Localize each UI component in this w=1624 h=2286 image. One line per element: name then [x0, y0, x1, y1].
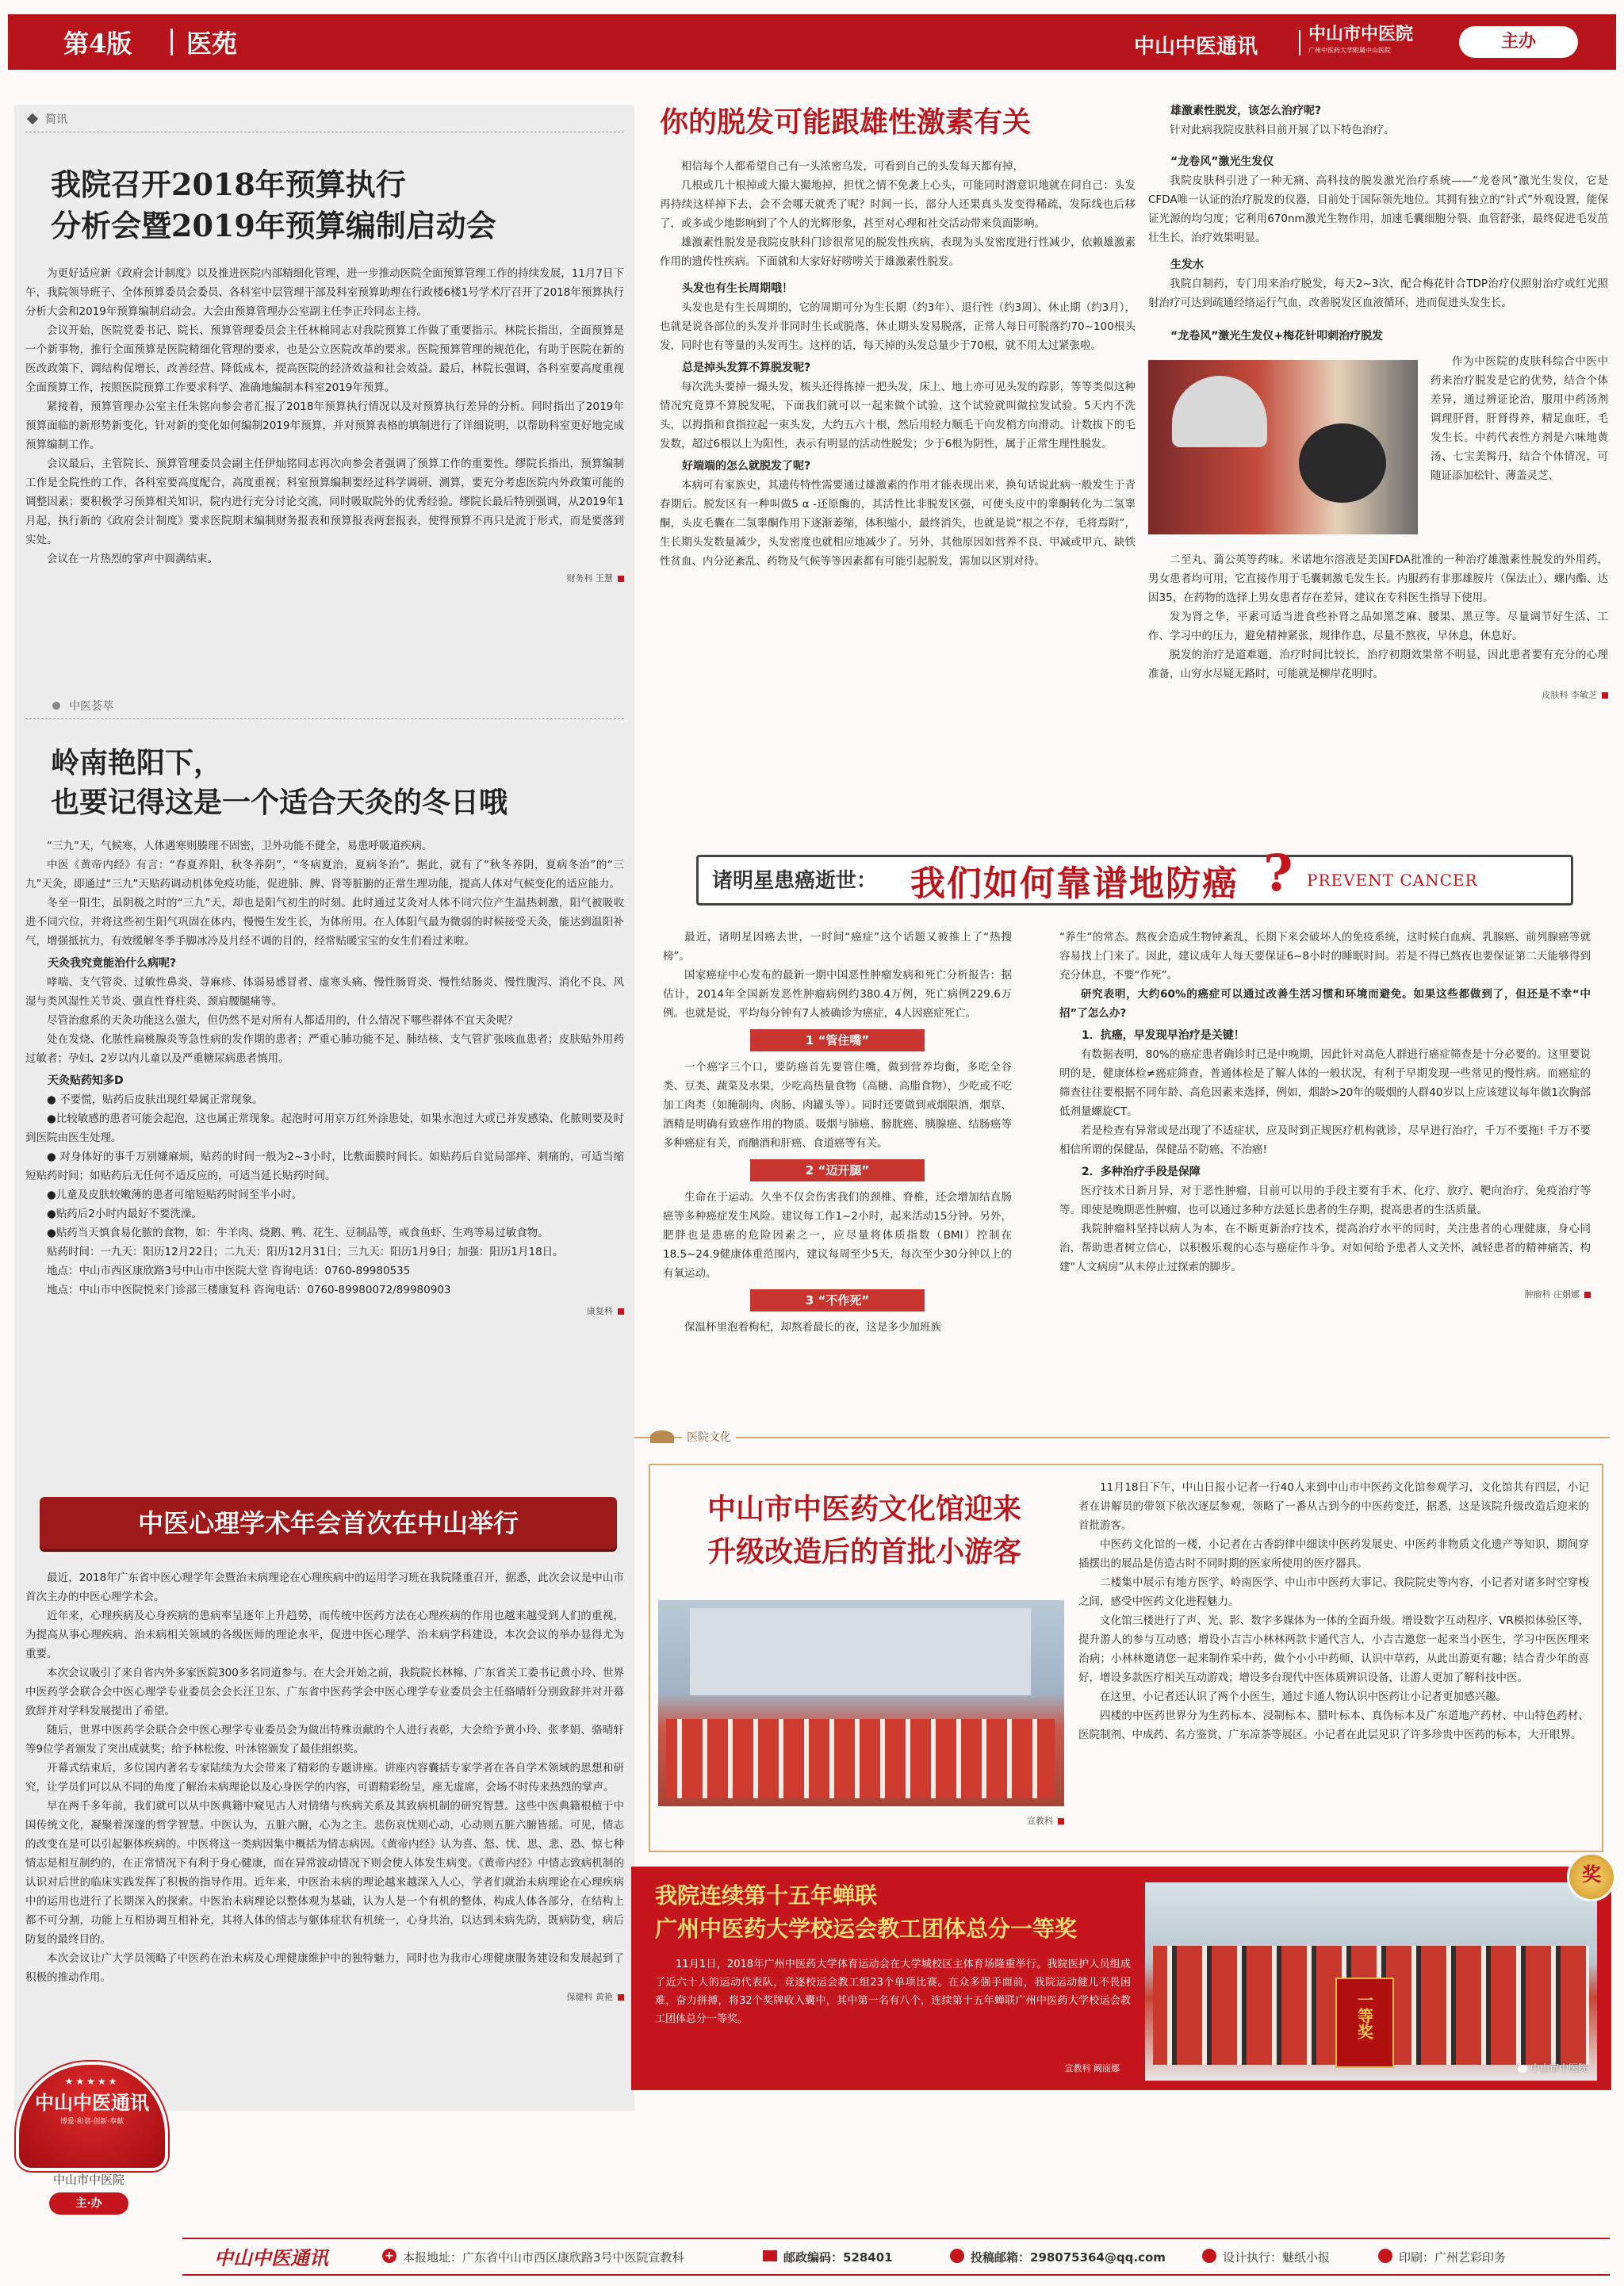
- moxi-dates: 贴药时间：一九天：阳历12月22日；二九天：阳历12月31日；三九天：阳历1月9日；加强：阳历1月18日。: [47, 1246, 564, 1258]
- wechat-icon: [1518, 2065, 1527, 2073]
- culture-para: 中医药文化馆的一楼，小记者在古香韵律中细读中医药发展史、中医药非物质文化遗产等知识，期间穿插摆出的展品是仿造古时不同时期的医家所使用的医疗器具。: [1078, 1538, 1589, 1570]
- cancer-title-small: 诸明星患癌逝世：: [712, 869, 878, 893]
- issue-label: 第4版: [63, 29, 132, 59]
- cancer-heading-early: 1．抗癌，早发现早治疗是关键！: [1082, 1029, 1245, 1042]
- award-banner: [1335, 1978, 1394, 2068]
- culture-para: 在这里，小记者还认识了两个小医生，通过卡通人物认识中医药让小记者更加感兴趣。: [1100, 1691, 1507, 1703]
- cancer-tag-3: 3 “不作死”: [750, 1289, 925, 1311]
- hair-para: 脱发的治疗是道难题，治疗时间比较长，治疗初期效果常不明显，因此患者要有充分的心理准备，山穷水尽疑无路时，可能就是柳岸花明时。: [1148, 649, 1608, 680]
- hair-para: 二至丸、蒲公英等药味。米诺地尔溶液是美国FDA批准的一种治疗雄激素性脱发的外用药，男女患者均可用，它直接作用于毛囊刺激毛发生长。内服药有非那雄胺片（保法止）、螺内酯、达因35，在药物的选择上男女患者存在差异，建议在专科医生指导下使用。: [1148, 553, 1608, 604]
- culture-frame: [649, 1464, 1603, 1852]
- cancer-right-col: [1059, 928, 1591, 1300]
- psych-para: 早在两千多年前，我们就可以从中医典籍中窥见古人对情绪与疾病关系及其致病机制的研究智慧。这些中医典籍根植于中国传统文化，凝聚着深邃的哲学智慧。中医认为，五脏六腑，心为之主。悲伤哀忧则心动，心动则五脏六腑皆摇。可见，情志的改变在是可以引起躯体疾病的。中医将这一类病因集中概括为情志病因。《黄帝内经》认为喜、怒、忧、思、悲、恐、惊七种情志是相互制约的，在正常情况下有利于身心健康，而在异常波动情况下则会使人体发生病变。《黄帝内经》中情志致病机制的认识对后世的临床实践发挥了积极的指导作用。近年来，中医治未病的理论越来越深入人心，学者们就治未病理论在心理疾病中的运用也进行了长期深入的探索。中医治未病理论以整体观为基础，认为人是一个有机的整体，构成人体各部分，在结构上都不可分割，功能上互相协调互相补充，其将人体的情志与躯体症状有机统一，心身共治，以达到未病先防，既病防变，病后防复的最终目的。: [25, 1800, 624, 1946]
- sports-block: [631, 1863, 1611, 2090]
- moxi-title-line1: 岭南艳阳下，: [51, 746, 223, 779]
- cancer-para: 保温杯里泡着枸杞，却熬着最长的夜，这是多少加班族: [684, 1321, 941, 1334]
- award-watermark: [1518, 2061, 1588, 2074]
- footer-address: 本报地址：广东省中山市西区康欣路3号中医院宣教科: [403, 2250, 684, 2265]
- seal-org: 中山市中医院: [52, 2173, 124, 2187]
- brief-para: 为更好适应新《政府会计制度》以及推进医院内部精细化管理，进一步推动医院全面预算管理工作的持续发展，11月7日下午，我院领导班子、全体预算委员会委员、各科室中层管理干部及科室预算助理在行政楼6楼1号学术厅召开了2018年预算执行分析大会和2019年预算编制启动会。大会由预算管理办公室副主任李正玲同志主持。: [25, 267, 624, 318]
- moxi-notice: ● 不要慌，贴药后皮肤出现红晕属正常现象。: [47, 1093, 263, 1106]
- cancer-title-bar: [696, 844, 1578, 910]
- moxi-para: 处在发烧、化脓性扁桃腺炎等急性病的发作期的患者；严重心肺功能不足、肺结核、支气管扩张咳血患者；皮肤贴外用药过敏者；孕妇、2岁以内儿童以及严重糖尿病患者慎用。: [25, 1033, 624, 1065]
- hair-heading-cure: 雄激素性脱发，该怎么治疗呢?: [1170, 105, 1322, 117]
- cancer-para: “养生”的常态。熬夜会造成生物钟紊乱，长期下来会破坏人的免疫系统，这时候白血病、乳腺癌、前列腺癌等就容易找上门来了。因此，建议成年人每天要保证6~8小时的睡眠时间。若是不得已熬夜也要保证第二天能够得到充分休息，不要“作死”。: [1059, 931, 1591, 982]
- brief-tag-label: 简讯: [45, 113, 68, 126]
- moxi-notice: ● 对身体好的事千万别嫌麻烦，贴药的时间一般为2~3小时，比敷面膜时间长。如贴药后自觉局部痒、刺痛的，可适当缩短贴药时间；如贴药后无任何不适反应的，可适当延长贴药时间。: [25, 1151, 624, 1182]
- sports-title-line1: 我院连续第十五年蝉联: [655, 1882, 878, 1909]
- culture-para: 二楼集中展示有地方医学、岭南医学、中山市中医药大事记、我院院史等内容，小记者对诸多时空穿梭之间，感受中医药文化进程魅力。: [1078, 1576, 1589, 1608]
- brief-para: 紧接着，预算管理办公室主任朱铭向参会者汇报了2018年预算执行情况以及对预算执行差异的分析。同时指出了2019年预算面临的新形势新变化，针对新的变化如何编制2019年预算，并对预算表格的填制进行了详细说明，以帮助科室更好地完成预算编制工作。: [25, 400, 624, 451]
- moxi-para: 尽管治愈系的天灸功能这么强大，但仍然不是对所有人都适用的，什么情况下哪些群体不宜天灸呢？: [47, 1014, 518, 1027]
- cancer-heading-multi: 2．多种治疗手段是保障: [1082, 1166, 1201, 1178]
- cross-icon: +: [382, 2249, 396, 2263]
- moxi-notice: ●儿童及皮肤较嫩薄的患者可缩短贴药时间至半小时。: [47, 1189, 303, 1201]
- psych-para: 近年来，心理疾病及心身疾病的患病率呈逐年上升趋势，而传统中医药方法在心理疾病的作用也越来越受到人们的重视，为提高从事心理疾病、治未病相关领域的各级医师的理论水平，促进中医心理学、治未病学科建设，本次会议的举办显得尤为重要。: [25, 1610, 624, 1660]
- cancer-para: 医疗技术日新月异，对于恶性肿瘤，目前可以用的手段主要有手术、化疗、放疗、靶向治疗、免疫治疗等等。即使是晚期恶性肿瘤，也可以通过多种方法延长患者的生存期，提高患者的生活质量。: [1059, 1185, 1591, 1216]
- brief-title-line1: 我院召开2018年预算执行: [51, 167, 406, 202]
- hair-para: 发为肾之华，平素可适当进食些补肾之品如黑芝麻、腰果、黑豆等。尽量调节好生活、工作、学习中的压力，避免精神紧张，规律作息，尽量不熬夜，早休息，休息好。: [1148, 611, 1608, 642]
- cancer-tag-2: 2 “迈开腿”: [750, 1159, 925, 1181]
- footer-print: 印刷：广州艺彩印务: [1399, 2250, 1507, 2265]
- moxi-notice: ●比较敏感的患者可能会起泡，这也属正常现象。起泡时可用京万红外涂患处，如果水泡过大或已并发感染、化脓则要及时到医院由医生处理。: [25, 1112, 624, 1144]
- hair-para: 针对此病我院皮肤科目前开展了以下特色治疗。: [1170, 124, 1395, 136]
- hair-heading-water: 生发水: [1170, 258, 1204, 271]
- sports-title-line2: 广州中医药大学校运会教工团体总分一等奖: [655, 1916, 1078, 1942]
- mail-icon: [763, 2250, 777, 2261]
- group-photo: [658, 1600, 1064, 1806]
- award-banner-text: 一等奖: [1354, 1992, 1374, 2039]
- moxi-tag: [25, 698, 624, 719]
- paper-name: 中山中医通讯: [1134, 35, 1258, 59]
- sports-title: [655, 1879, 1099, 1946]
- sports-byline: 宣教科 阚丽娜: [655, 2062, 1131, 2074]
- hair-para: 几根或几十根掉或大撮大撮地掉，担忧之情不免袭上心头，可能同时潜意识地就在问自己：头发再持续这样掉下去，会不会哪天就秃了呢？时间一长，部分人还果真头发变得稀疏，发际线也后移了，或多或少地影响到了个人的光辉形象，甚至对心理和社交活动带来负面影响。: [660, 179, 1136, 230]
- award-badge-text: 奖: [1582, 1863, 1601, 1886]
- cancer-para: 我院肿瘤科坚持以病人为本，在不断更新治疗技术，提高治疗水平的同时，关注患者的心理健康，身心同治，帮助患者树立信心，以积极乐观的心态与癌症作斗争。对如何给予患者人文关怀，减轻患者的精神痛苦，构建“人文病房”从未停止过探索的脚步。: [1059, 1223, 1591, 1273]
- seal-title: 中山中医通讯: [35, 2091, 149, 2114]
- hair-para: 头发也是有生长周期的，它的周期可分为生长期（约3年）、退行性（约3周）、休止期（约3月），也就是说各部位的头发并非同时生长或脱落，休止期头发易脱落，正常人每日可脱落约70~100根头发，同时也有等量的头发再生。这样的话，每天掉的头发总量少于70根，就不用太过紧张啦。: [660, 301, 1136, 352]
- header-divider-2: [1299, 30, 1300, 56]
- culture-title-line1: 中山市中医药文化馆迎来: [707, 1492, 1021, 1526]
- moxi-notice: ●贴药后2小时内最好不要洗澡。: [47, 1208, 202, 1220]
- building-shape: [690, 1608, 1031, 1695]
- moxi-para: 中医《黄帝内经》有言：“春夏养阳，秋冬养阴”，“冬病夏治，夏病冬治”。据此，就有了“秋冬养阴，夏病冬治”的“三九”天灸，即通过“三九”天贴药调动机体免疫功能，促进肺、脾、肾等脏腑的正常生理功能，提高人体对气候变化的适应能力。: [25, 859, 624, 890]
- news-brief: [25, 111, 624, 584]
- moxi-title-line2: 也要记得这是一个适合天灸的冬日哦: [51, 786, 508, 819]
- children-group: [666, 1719, 1055, 1798]
- hair-right-col: [1148, 101, 1608, 701]
- hair-para: 我院自制药，专门用来治疗脱发，每天2~3次，配合梅花针合TDP治疗仪照射治疗或红光照射治疗可达到疏通经络运行气血，改善脱发区血液循环，进而促进头发生长。: [1148, 278, 1608, 309]
- culture-title: [666, 1488, 1063, 1573]
- flower-icon: [52, 702, 60, 710]
- hair-para: 本病可有家族史，其遗传特性需要通过雄激素的作用才能表现出来，换句话说此病一般发生于青春期后。脱发区有一种叫做5 α -还原酶的，其活性比非脱发区强，可使头皮中的睾酮转化为二氢睾酮，头皮毛囊在二氢睾酮作用下逐渐萎缩，体积缩小，最终消失，也就是说“根之不存，毛将焉附”，生长期头发数量减少，头发密度也就相应地减少了。另外，其他原因如营养不良、甲减或甲亢、缺铁性贫血、内分泌紊乱、药物及气候等等因素都有可能引起脱发，需加以区别对待。: [660, 479, 1136, 568]
- cancer-para: 国家癌症中心发布的最新一期中国恶性肿瘤发病和死亡分析报告：据估计，2014年全国新发恶性肿瘤病例约380.4万例，死亡病例229.6万例。也就是说，平均每分钟有7人被确诊为癌症，4人因癌症死亡。: [663, 969, 1012, 1020]
- moxi-address: 地点：中山市中医院悦来门诊部三楼康复科 咨询电话：0760-89980072/89980903: [47, 1284, 451, 1296]
- email-icon: [950, 2249, 964, 2263]
- footer-logo: 中山中医通讯: [214, 2246, 328, 2269]
- seal-circle: [16, 2062, 168, 2171]
- org-logo-sub: 广州中医药大学附属中山医院: [1308, 47, 1391, 54]
- psych-para: 本次会议吸引了来自省内外多家医院300多名同道参与。在大会开始之前，我院院长林棉、广东省关工委书记黄小玲、世界中医药学会联合会中医心理学专业委员会会长汪卫东、广东省中医药学会中医心理学专业委员会主任骆晴轩分别致辞并对开幕致辞并对学科发展提出了希望。: [25, 1667, 624, 1717]
- psych-para: 本次会议让广大学员领略了中医药在治未病及心理健康维护中的独特魅力，同时也为我市心理健康服务建设和发展起到了积极的推动作用。: [25, 1952, 624, 1984]
- section-label: 医苑: [186, 29, 238, 59]
- news-psych: [25, 1497, 624, 2003]
- cancer-byline: 肿瘤科 庄娟娜: [1059, 1288, 1591, 1300]
- culture-para: 11月18日下午，中山日报小记者一行40人来到中山市中医药文化馆参观学习，文化馆共有四层，小记者在讲解员的带领下依次逐层参观，领略了一番从古到今的中医药变迁，据悉，这是该院升级改造后迎来的首批游客。: [1078, 1481, 1589, 1532]
- hair-para: 雄激素性脱发是我院皮肤科门诊很常见的脱发性疾病，表现为头发密度进行性减少，依赖雄激素作用的遗传性疾病。下面就和大家好好唠唠关于雄激素性脱发。: [660, 236, 1136, 268]
- moxi-notice: ●贴药当天慎食易化脓的食物，如：牛羊肉、烧鹅、鸭、花生、豆制品等，戒食鱼虾、生鸡等易过敏食物。: [47, 1227, 549, 1239]
- footer-zip: 邮政编码：528401: [783, 2250, 893, 2265]
- question-icon: ?: [1263, 844, 1293, 903]
- culture-body: [1078, 1478, 1589, 1744]
- culture-tag: [634, 1431, 1610, 1462]
- moxi-heading-who: 天灸我究竟能治什么病呢?: [48, 957, 177, 970]
- culture-byline: 宣教科: [658, 1814, 1064, 1827]
- hair-para: 相信每个人都希望自己有一头浓密乌发，可看到自己的头发每天都有掉，: [681, 160, 1024, 173]
- hair-heading-cycle: 头发也有生长周期哦！: [682, 282, 793, 295]
- seal-motto: 博爱·和谐·创新·奉献: [59, 2118, 124, 2126]
- footer: [182, 2238, 1610, 2276]
- news-hairloss: [660, 100, 1136, 571]
- header-bar: [8, 14, 1616, 70]
- psych-byline: 保健科 黄艳: [25, 1990, 624, 2003]
- psych-para: 随后，世界中医药学会联合会中医心理学专业委员会为做出特殊贡献的个人进行表彰，大会给予黄小玲、张孝娟、骆晴轩等9位学者颁发了突出成就奖；给予林松俊、叶沐铭颁发了最佳组织奖。: [25, 1724, 624, 1756]
- culture-para: 文化馆三楼进行了声、光、影、数字多媒体为一体的全面升级。增设数字互动程序、VR模拟体验区等，提升游人的参与互动感；增设小吉吉小林林两款卡通代言人，小吉吉邀您一起来当小医生，学习中医医理来治病；小林林邀请您一起来制作采中药，做个小小中药师，认识中草药，从此出游更有趣；结合青少年的喜好，增设多款医疗相关互动游戏；增设多台现代中医体质辨识设备，让游人更加了解科技中医。: [1078, 1614, 1589, 1684]
- culture-title-line2: 升级改造后的首批小游客: [707, 1535, 1021, 1568]
- print-icon: [1378, 2249, 1392, 2263]
- brief-title-line2: 分析会暨2019年预算编制启动会: [51, 208, 496, 243]
- pin-icon: [27, 113, 38, 124]
- brief-para: 会议在一片热烈的掌声中圆满结束。: [47, 553, 218, 565]
- brief-title: [51, 164, 624, 247]
- moxi-para: 冬至一阳生，虽阴极之时的“三九”天，却也是阳气初生的时刻。此时通过艾灸对人体不同穴位产生温热刺激，阳气被吸收进不同穴位，并将这些初生阳气巩固在体内，慢慢生发生长，为体所用。在人体阳气最为微弱的时候接受天灸，能达到温阳补气，增强抵抗力，有效缓解冬季手脚冰冷及月经不调的目的，经常贴暖宝宝的女生们看过来啦。: [25, 897, 624, 948]
- hair-title: 你的脱发可能跟雄性激素有关: [660, 105, 1032, 139]
- cancer-para: 有数据表明，80%的癌症患者确诊时已是中晚期，因此针对高危人群进行癌症筛查是十分必要的。这里要说明的是，健康体检≠癌症筛查，普通体检是了解人体的一般状况，有利于早期发现一些常见的慢性病。而癌症的筛查往往要根据不同年龄、高危因素来选择，例如，烟龄>20年的吸烟的人群40岁以上应该建议每年做1次胸部低剂量螺旋CT。: [1059, 1048, 1591, 1118]
- culture-tag-icon: [650, 1430, 674, 1443]
- cancer-left-col: [663, 928, 1012, 1337]
- host-pill: 主办: [1459, 26, 1578, 58]
- moxi-address: 地点：中山市西区康欣路3号中山市中医院大堂 咨询电话：0760-89980535: [47, 1265, 411, 1277]
- cancer-para: 若是检查有异常或是出现了不适症状，应及时到正规医疗机构就诊，尽早进行治疗，千万不要拖! 千万不要相信所谓的保健品，保健品不防癌，不治癌!: [1059, 1124, 1591, 1156]
- brief-para: 会议最后，主管院长、预算管理委员会副主任伊灿铭同志再次向参会者强调了预算工作的重要性。缪院长指出，预算编制工作是全院性的工作，各科室要高度配合，高度重视；科室预算编制要经过科学调研、测算，要充分考虑医院内外政策可能的调整因素；要积极学习预算相关知识，院内进行充分讨论交流，同时吸取院外的优秀经验。缪院长最后特别强调，从2019年1月起，执行新的《政府会计制度》要求医院期末编制财务报表和预算报表两套报表，使得预算不再只是流于形式，而是要落到实处。: [25, 458, 624, 546]
- hair-para: 我院皮肤科引进了一种无痛、高科技的脱发激光治疗系统——“龙卷风”激光生发仪，它是CFDA唯一认证的治疗脱发的仪器，目前处于国际领先地位。其拥有独立的“针式”外观设置，能保证光源的均匀度；它利用670nm激光生物作用，加速毛囊细胞分裂、血管舒张，最终促进毛发茁壮生长，治疗效果明显。: [1148, 174, 1608, 244]
- moxi-para: “三九”天，气候寒，人体遇寒则腠理不固密，卫外功能不健全，易患呼吸道疾病。: [47, 840, 433, 852]
- brief-byline: 财务科 王慧: [25, 572, 624, 584]
- moxi-para: 哮喘、支气管炎、过敏性鼻炎、荨麻疹、体弱易感冒者、虚寒头痛、慢性肠胃炎、慢性结肠炎、慢性腹泻、消化不良、风湿与类风湿性关节炎、强直性脊柱炎、颈肩腰腿痛等。: [25, 976, 624, 1008]
- psych-title-banner: [40, 1497, 617, 1549]
- moxi-tag-label: 中医荟萃: [69, 700, 114, 713]
- culture-tag-label: 医院文化: [682, 1429, 736, 1445]
- psych-title: 中医心理学术年会首次在中山举行: [137, 1508, 519, 1538]
- hair-heading-drop: 总是掉头发算不算脱发呢?: [682, 362, 811, 374]
- hair-side-para: 作为中医院的皮肤科综合中医中药来治疗脱发是它的优势，结合个体差异，通过辨证论治，服用中药汤剂调理肝肾，肝肾得养，精足血旺，毛发生长。中药代表性方剂是六味地黄汤、七宝美髯丹，结合个体情况，可随证添加松针、薄盖灵芝、: [1431, 355, 1608, 482]
- org-logo-name: 中山市中医院: [1308, 24, 1414, 44]
- culture-para: 四楼的中医药世界分为生药标本、浸制标本、腊叶标本、真伪标本及广东道地产药材、中山特色药材、医院制剂、中成药、名方鉴赏、广东凉茶等展区。小记者在此层见识了许多珍贵中医药的标本，大开眼界。: [1078, 1710, 1589, 1741]
- patient-head-icon: [1299, 423, 1386, 503]
- laser-treatment-photo: [1148, 360, 1418, 534]
- award-watermark-text: 中山市中医院: [1530, 2062, 1588, 2073]
- seal-badge: [10, 2062, 168, 2228]
- cancer-para: 最近，诸明星因癌去世，一时间“癌症”这个话题又被推上了“热搜榜”。: [663, 931, 1012, 963]
- moxi-byline: 康复科: [25, 1304, 624, 1317]
- seal-host: 主·办: [49, 2192, 128, 2215]
- cancer-bold-para: 研究表明，大约60%的癌症可以通过改善生活习惯和环境而避免。如果这些都做到了，但还是不幸“中招”了怎么办?: [1059, 988, 1591, 1020]
- moxi-title: [51, 743, 624, 822]
- hair-para: 每次洗头要掉一撮头发，梳头还得拣掉一把头发，床上、地上亦可见头发的踪影，等等类似这种情况究竟算不算脱发呢，下面我们就可以一起来做个试验，这个试验就叫做拉发试验。5天内不洗头，以拇指和食指拉起一束头发，大约五六十根，然后用轻力顺毛干向发梢方向滑动。计数拔下的毛发数，超过6根以上为阳性，表示有明显的活动性脱发；少于6根为阴性，属于正常生理性脱发。: [660, 381, 1136, 450]
- award-badge: [1567, 1852, 1616, 1901]
- laser-device-icon: [1172, 376, 1267, 447]
- brief-tag: [25, 111, 624, 132]
- cancer-tag-1: 1 “管住嘴”: [750, 1029, 925, 1051]
- hair-heading-laser: “龙卷风”激光生发仪: [1170, 155, 1274, 168]
- photo-caption: “龙卷风”激光生发仪+梅花针叩刺治疗脱发: [1170, 330, 1384, 343]
- seal-stars: ★★★★★: [64, 2076, 120, 2087]
- header-divider: [170, 29, 173, 56]
- cancer-para: 生命在于运动。久坐不仅会伤害我们的颈椎、脊椎，还会增加结直肠癌等多种癌症发生风险。建议每工作1~2小时，起来活动15分钟。另外，肥胖也是患癌的危险因素之一，应尽量将体质指数（BMI）控制在18.5~24.9健康体重范围内，建议每周至少5天，每次至少30分钟以上的有氧运动。: [663, 1191, 1012, 1280]
- cancer-para: 一个癌字三个口，要防癌首先要管住嘴，做到营养均衡，多吃全谷类、豆类、蔬菜及水果，少吃高热量食物（高糖、高脂食物），少吃或不吃加工肉类（如腌制肉、肉肠、肉罐头等）。同时还要做到戒烟限酒，烟草、酒精是明确有致癌作用的物质。吸烟与肺癌、膀胱癌、胰腺癌、结肠癌等多种癌症有关，而酗酒和肝癌、食道癌等有关。: [663, 1061, 1012, 1150]
- psych-para: 开幕式结束后，多位国内著名专家陆续为大会带来了精彩的专题讲座。讲座内容囊括专家学者在各自学术领域的思想和研究，让学员们可以从不同的角度了解治未病理论以及心身医学的内容，可谓精彩纷呈，座无虚席，会场不时传来热烈的掌声。: [25, 1762, 624, 1794]
- brief-para: 会议开始，医院党委书记、院长、预算管理委员会主任林棉同志对我院预算工作做了重要指示。林院长指出，全面预算是一个新事物，推行全面预算是医院精细化管理的要求，也是公立医院改革的要求。医院预算管理的规范化，有助于医院在新的医改政策下，调结构促增长，改善经营、降低成本，提高医院的经济效益和社会效益。最后，林院长强调，各科室要高度重视全面预算工作，按照医院预算工作要求科学、准确地编制本科室2019年预算。: [25, 324, 624, 394]
- moxi-heading-notice: 天灸贴药知多D: [48, 1074, 124, 1087]
- sports-para: 11月1日，2018年广州中医药大学体育运动会在大学城校区主体育场隆重举行。我院医护人员组成了近六十人的运动代表队，竞逐校运会教工组23个单项比赛。在众多强手面前，我院运动健儿不畏困难，奋力拼搏，将32个奖牌收入囊中，其中第一名有八个，连续第十五年蝉联广州中医药大学校运会教工团体总分一等奖。: [655, 1959, 1131, 2025]
- footer-design: 设计执行：魅纸小报: [1223, 2250, 1331, 2265]
- psych-para: 最近，2018年广东省中医心理学年会暨治未病理论在心理疾病中的运用学习班在我院隆重召开，据悉，此次会议是中山市首次主办的中医心理学术会。: [25, 1572, 624, 1603]
- news-moxibustion: [25, 698, 624, 1317]
- cancer-title-big: 我们如何靠谱地防癌: [910, 863, 1239, 904]
- team-photo: [1145, 1882, 1597, 2081]
- cancer-title-en: PREVENT CANCER: [1307, 871, 1478, 890]
- design-icon: [1202, 2249, 1216, 2263]
- hair-heading-why: 好端端的怎么就脱发了呢?: [682, 460, 811, 473]
- org-logo: [1308, 22, 1435, 56]
- footer-email: 投稿邮箱：298075364@qq.com: [971, 2250, 1166, 2265]
- hair-byline: 皮肤科 李敏芝: [1148, 688, 1608, 701]
